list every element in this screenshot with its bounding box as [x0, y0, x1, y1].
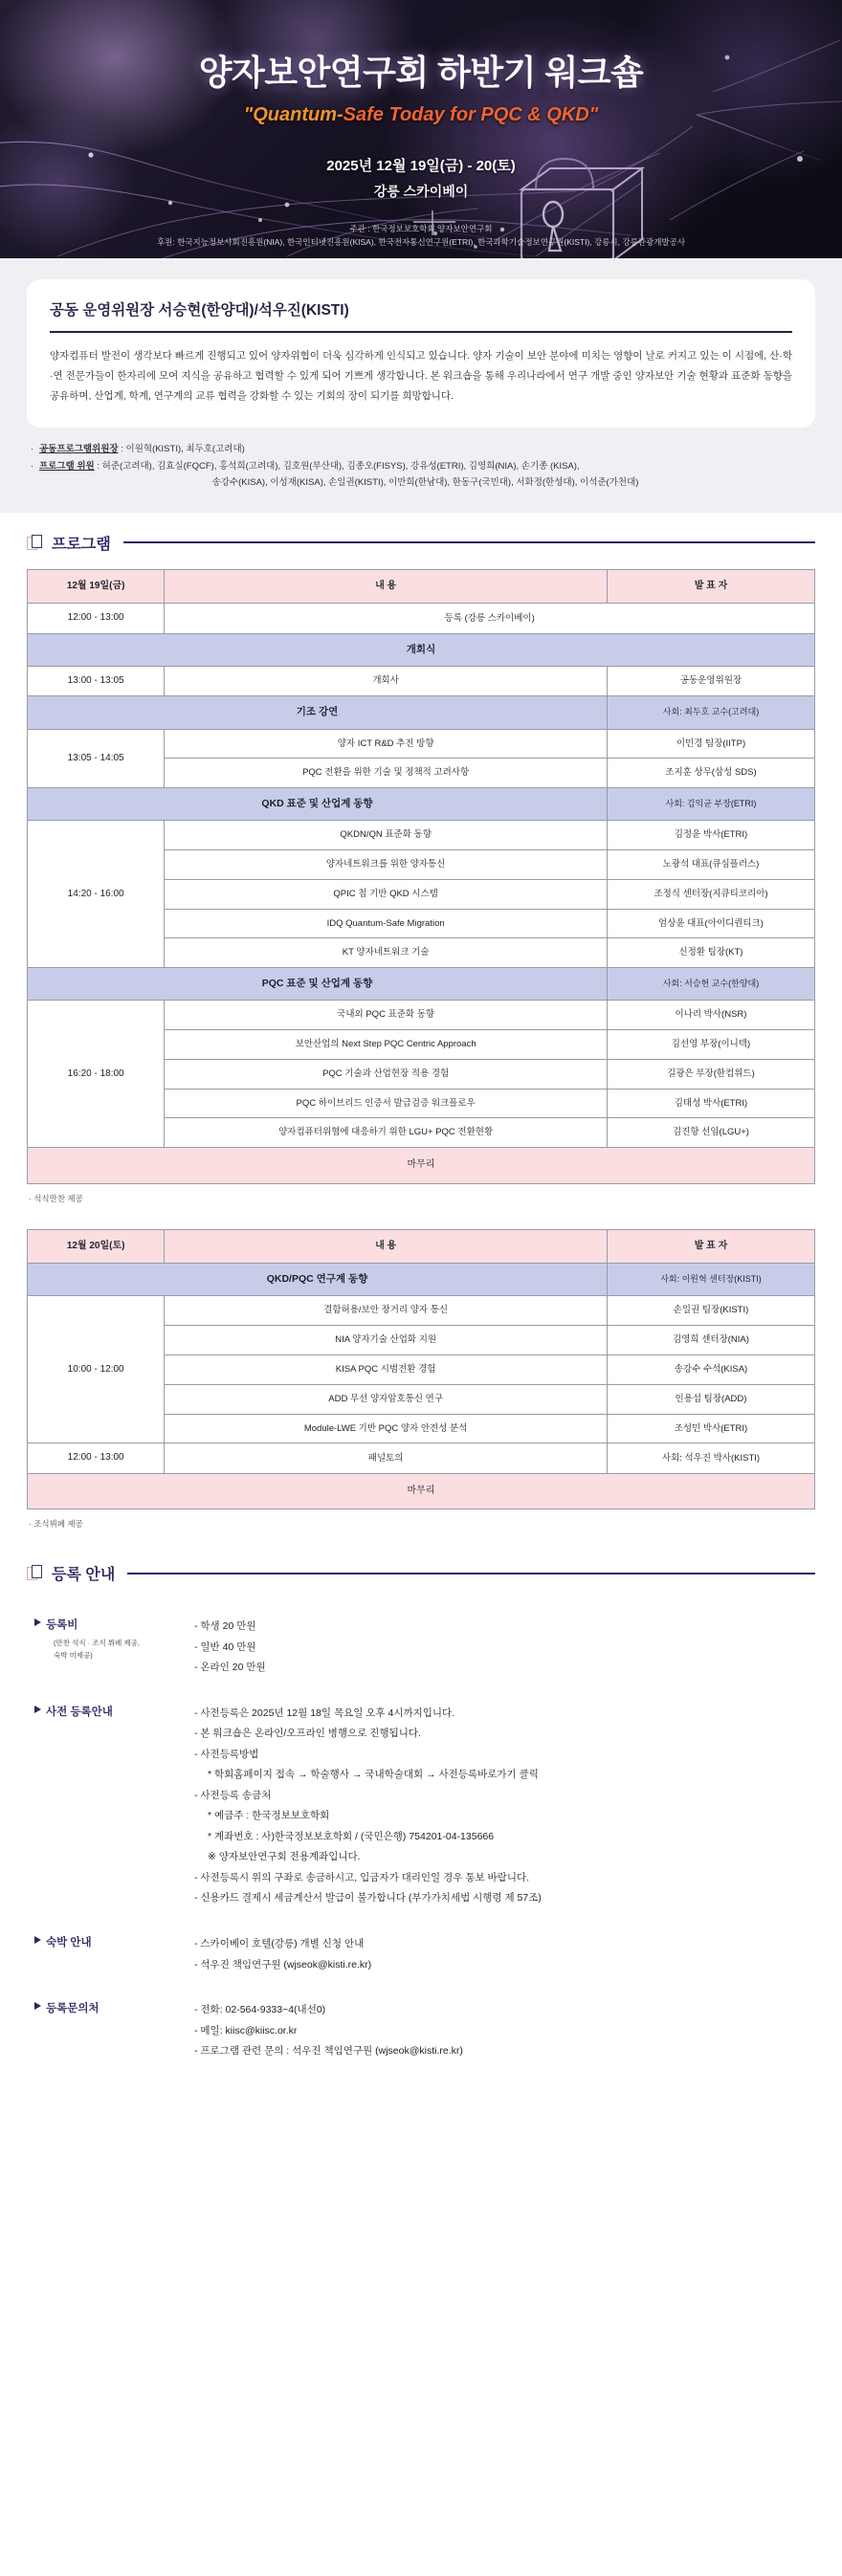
table-row — [28, 821, 815, 850]
pre-registration-row — [27, 1704, 815, 1934]
registration-body — [0, 1599, 842, 2125]
triangle-icon — [34, 1618, 41, 1626]
table-header-cell-0: 12월 20일(토) — [28, 1229, 165, 1264]
talk-title-cell: PQC 전환을 위한 기술 및 정책적 고려사항 — [165, 759, 608, 788]
table-row — [28, 729, 815, 759]
list-item: - 사전등록시 위의 구좌로 송금하시고, 입금자가 대리인일 경우 통보 바랍니다. — [194, 1871, 530, 1883]
session-header-row — [28, 633, 815, 666]
talk-title-cell: 결함허용/보안 장거리 양자 통신 — [165, 1296, 608, 1326]
table-row — [28, 604, 815, 634]
talk-title-cell: KISA PQC 시범전환 경험 — [165, 1355, 608, 1385]
committee-chair-row — [31, 441, 811, 458]
program-section-title: 프로그램 — [52, 536, 111, 553]
committee-chair-value: : 이원혁(KISTI), 최두호(고려대) — [118, 444, 245, 454]
committee-members-row — [31, 458, 811, 475]
pre-registration-items — [194, 1704, 815, 1909]
contact-label-text: 등록문의처 — [46, 2003, 100, 2015]
talk-title-cell: Module-LWE 기반 PQC 양자 안전성 분석 — [165, 1414, 608, 1443]
speaker-cell: 송강수 수석(KISA) — [607, 1355, 814, 1385]
program-section-header — [27, 532, 815, 569]
speaker-cell: 조정식 센터장(지큐티코리아) — [607, 879, 814, 909]
registration-fee-items — [194, 1617, 815, 1679]
registration-fee-row — [27, 1617, 815, 1704]
registration-fee-label — [27, 1617, 194, 1662]
list-item: - 본 워크숍은 온라인/오프라인 병행으로 진행됩니다. — [194, 1728, 421, 1740]
session-title: QKD/PQC 연구계 동향 — [28, 1264, 608, 1296]
time-cell: 16:20 - 18:00 — [28, 1001, 165, 1148]
list-item: - 학생 20 만원 — [194, 1620, 256, 1633]
page-title: 양자보안연구회 하반기 워크숍 — [198, 53, 644, 92]
speaker-cell: 길광은 부장(한컴위드) — [607, 1059, 814, 1089]
speaker-cell: 노광석 대표(큐심플러스) — [607, 850, 814, 880]
table-header-row — [28, 569, 815, 604]
list-item: - 전화: 02-564-9333~4(내선0) — [194, 2004, 326, 2016]
speaker-cell: 김선영 부장(이니텍) — [607, 1030, 814, 1060]
committee-members-row-2: 송강수(KISA), 이성재(KISA), 손일권(KISTI), 이만희(한남대), 한동구(국민대), 서화정(한성대), 이석준(가천대) — [211, 477, 639, 489]
day2-program-table — [27, 1229, 815, 1510]
session-title: QKD 표준 및 산업계 동향 — [28, 788, 608, 821]
list-item: - 일반 40 만원 — [194, 1640, 256, 1653]
speaker-cell: 김영희 센터장(NIA) — [607, 1326, 814, 1355]
committee-members-label: 프로그램 위원 — [39, 460, 95, 472]
talk-title-cell: 양자 ICT R&D 추진 방향 — [165, 729, 608, 759]
event-date: 2025년 12월 19일(금) - 20(토) — [326, 158, 516, 174]
session-chair: 사회: 이원혁 센터장(KISTI) — [607, 1264, 814, 1296]
talk-title-cell: 양자컴퓨터위협에 대응하기 위한 LGU+ PQC 전환현황 — [165, 1118, 608, 1148]
speaker-cell: 인용섭 팀장(ADD) — [607, 1384, 814, 1414]
committee-list — [27, 428, 815, 494]
table-header-cell-1: 내 용 — [165, 569, 608, 604]
speaker-cell: 김정윤 박사(ETRI) — [607, 821, 814, 850]
lodging-label-text: 숙박 안내 — [46, 1937, 92, 1949]
time-cell: 13:05 - 14:05 — [28, 729, 165, 788]
table-header-cell-2: 발 표 자 — [607, 1229, 814, 1264]
hero-banner — [0, 0, 842, 258]
talk-title-cell: PQC 기술과 산업현장 적용 경험 — [165, 1059, 608, 1089]
time-cell: 10:00 - 12:00 — [28, 1296, 165, 1443]
bullet-icon: · — [31, 444, 34, 454]
list-item: - 온라인 20 만원 — [194, 1662, 266, 1674]
fee-sub-line2: 숙박 미제공) — [54, 1651, 93, 1661]
pre-registration-label — [27, 1704, 194, 1719]
time-cell: 13:00 - 13:05 — [28, 666, 165, 696]
hero-subtitle-part1: "Quantum- — [243, 104, 343, 125]
table-header-cell-1: 내 용 — [165, 1229, 608, 1264]
session-header-row — [28, 696, 815, 729]
document-icon — [27, 535, 43, 551]
registration-section — [0, 1530, 842, 1599]
speaker-cell: 이민경 팀장(IITP) — [607, 729, 814, 759]
registration-section-title: 등록 안내 — [52, 1567, 116, 1584]
session-title: PQC 표준 및 산업계 동향 — [28, 968, 608, 1001]
list-item: * 예금주 : 한국정보보호학회 — [208, 1810, 330, 1822]
time-cell: 12:00 - 13:00 — [28, 604, 165, 634]
session-chair: 사회: 최두호 교수(고려대) — [607, 696, 814, 729]
divider — [127, 1573, 815, 1574]
session-header-row — [28, 788, 815, 821]
table-header-cell-0: 12월 19일(금) — [28, 569, 165, 604]
bullet-icon: · — [31, 460, 34, 472]
day1-program-table — [27, 569, 815, 1184]
talk-title-cell: 등록 (강릉 스카이베이) — [165, 604, 815, 634]
contact-row — [27, 2000, 815, 2087]
speaker-cell: 사회: 석우진 박사(KISTI) — [607, 1443, 814, 1474]
list-item: * 계좌번호 : 사)한국정보보호학회 / (국민은행) 754201-04-135666 — [208, 1830, 495, 1842]
talk-title-cell: QKDN/QN 표준화 동향 — [165, 821, 608, 850]
speaker-cell: 김진항 선임(LGU+) — [607, 1118, 814, 1148]
greeting-card — [27, 279, 815, 428]
list-item: - 신용카드 결제시 세금계산서 발급이 불가합니다 (부가가치세법 시행령 제 57조) — [194, 1892, 542, 1904]
talk-title-cell: IDQ Quantum-Safe Migration — [165, 909, 608, 938]
divider — [123, 541, 815, 543]
list-item: * 학회홈페이지 접속 → 학술행사 → 국내학술대회 → 사전등록바로가기 클릭 — [208, 1769, 539, 1781]
list-item: - 프로그램 관련 문의 : 석우진 책임연구원 (wjseok@kisti.re.kr) — [194, 2045, 463, 2058]
triangle-icon — [34, 2002, 41, 2010]
list-item: ※ 양자보안연구회 전용계좌입니다. — [208, 1851, 361, 1863]
table-row — [28, 1443, 815, 1474]
event-venue: 강릉 스카이베이 — [373, 184, 469, 199]
speaker-cell: 엄상윤 대표(아이디퀀티크) — [607, 909, 814, 938]
lodging-items — [194, 1934, 815, 1975]
pre-label-text: 사전 등록안내 — [46, 1706, 113, 1718]
lodging-label — [27, 1934, 194, 1949]
list-item: - 사전등록방법 — [194, 1748, 259, 1760]
hero-subtitle-part2: Safe Today for PQC & QKD" — [343, 104, 599, 125]
lodging-row — [27, 1934, 815, 2000]
day1-note: · 석식만찬 제공 — [29, 1193, 83, 1203]
closing-row — [28, 1473, 815, 1509]
time-cell: 12:00 - 13:00 — [28, 1443, 165, 1474]
speaker-cell: 조지훈 상무(삼성 SDS) — [607, 759, 814, 788]
speaker-cell: 손일권 팀장(KISTI) — [607, 1296, 814, 1326]
host-info — [0, 222, 842, 250]
hero-subtitle — [0, 104, 842, 126]
closing-title: 마무리 — [28, 1148, 815, 1184]
day2-note: · 조식뷔페 제공 — [29, 1519, 83, 1530]
session-chair: 사회: 서승현 교수(한양대) — [607, 968, 814, 1001]
session-title: 개회식 — [28, 633, 815, 666]
session-header-row — [28, 1264, 815, 1296]
session-header-row — [28, 968, 815, 1001]
triangle-icon — [34, 1936, 41, 1944]
program-section — [0, 513, 842, 1530]
host-line: 주관 : 한국정보보호학회 양자보안연구회 — [349, 224, 493, 233]
talk-title-cell: 국내외 PQC 표준화 동향 — [165, 1001, 608, 1030]
contact-items — [194, 2000, 815, 2062]
session-title: 기조 강연 — [28, 696, 608, 729]
greeting-section — [0, 258, 842, 513]
list-item: - 스카이베이 호텔(강릉) 개별 신청 안내 — [194, 1938, 365, 1949]
table-row — [28, 666, 815, 696]
divider — [50, 331, 792, 333]
fee-sub-line1: (만찬 석식 · 조식 뷔페 제공, — [54, 1639, 140, 1648]
table-row — [28, 1296, 815, 1326]
talk-title-cell: ADD 무선 양자암호통신 연구 — [165, 1384, 608, 1414]
speaker-cell: 이나리 박사(NSR) — [607, 1001, 814, 1030]
speaker-cell: 공동운영위원장 — [607, 666, 814, 696]
fee-label-text: 등록비 — [46, 1619, 78, 1632]
table-row — [28, 1001, 815, 1030]
talk-title-cell: PQC 하이브리드 인증서 발급검증 워크플로우 — [165, 1089, 608, 1118]
registration-section-header — [27, 1562, 815, 1599]
contact-label — [27, 2000, 194, 2015]
list-item: - 사전등록은 2025년 12월 18일 목요일 오후 4시까지입니다. — [194, 1706, 455, 1719]
talk-title-cell: 개회사 — [165, 666, 608, 696]
table-header-row — [28, 1229, 815, 1264]
greeting-title: 공동 운영위원장 서승현(한양대)/석우진(KISTI) — [50, 302, 349, 319]
talk-title-cell: QPIC 칩 기반 QKD 시스템 — [165, 879, 608, 909]
sponsor-line: 후원: 한국지능정보사회진흥원(NIA), 한국인터넷진흥원(KISA), 한국전자통신연구원(ETRI), 한국과학기술정보연구원(KISTI), 강릉시, 강릉관광개발공사 — [156, 237, 686, 248]
list-item: - 사전등록 송금처 — [194, 1789, 272, 1801]
triangle-icon — [34, 1706, 41, 1713]
closing-title: 마무리 — [28, 1473, 815, 1509]
talk-title-cell: KT 양자네트워크 기술 — [165, 938, 608, 968]
committee-chair-label: 공동프로그램위원장 — [39, 444, 119, 454]
closing-row — [28, 1148, 815, 1184]
table-header-cell-2: 발 표 자 — [607, 569, 814, 604]
talk-title-cell: 양자네트워크를 위한 양자통신 — [165, 850, 608, 880]
time-cell: 14:20 - 16:00 — [28, 821, 165, 968]
list-item: - 메일: kiisc@kiisc.or.kr — [194, 2024, 298, 2037]
talk-title-cell: NIA 양자기술 산업화 지원 — [165, 1326, 608, 1355]
committee-members-value: : 허준(고려대), 김효실(FQCF), 홍석희(고려대), 김호원(부산대), 김종오(FISYS), 강유성(ETRI), 김영희(NIA), 손기종 (KISA), — [94, 460, 580, 472]
talk-title-cell: 패널토의 — [165, 1443, 608, 1474]
session-chair: 사회: 김익균 부장(ETRI) — [607, 788, 814, 821]
document-icon — [27, 1565, 43, 1581]
list-item: - 석우진 책임연구원 (wjseok@kisti.re.kr) — [194, 1958, 372, 1971]
greeting-body: 양자컴퓨터 발전이 생각보다 빠르게 진행되고 있어 양자위협이 더욱 심각하게 인식되고 있습니다. 양자 기술이 보안 분야에 미치는 영향이 날로 커지고 있는 이 시점에, 산·학·연 전문가들이 한자리에 모여 지식을 공유하고 협력할 수 있게 되어 기쁘게 생각합니다. 본 워크숍을 통해 우리나라에서 연구 개발 중인 양자보안 기술 현황과 표준화 동향을 공유하며, 산업계, 학계, 연구계의 교류 협력을 강화할 수 있는 기회의 장이 되기를 희망합니다. — [50, 350, 792, 402]
talk-title-cell: 보안산업의 Next Step PQC Centric Approach — [165, 1030, 608, 1060]
speaker-cell: 신정환 팀장(KT) — [607, 938, 814, 968]
speaker-cell: 김태성 박사(ETRI) — [607, 1089, 814, 1118]
speaker-cell: 조성민 박사(ETRI) — [607, 1414, 814, 1443]
